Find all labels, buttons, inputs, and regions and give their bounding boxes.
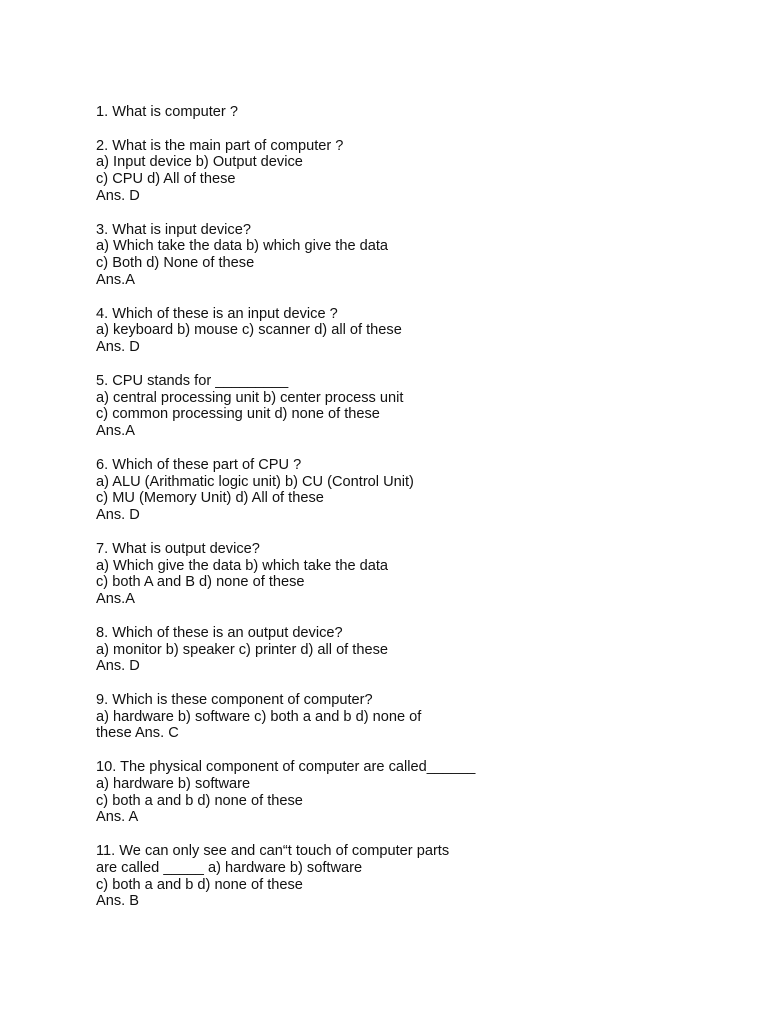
question-8-answer: Ans. D (96, 658, 140, 675)
question-6-line-3: c) MU (Memory Unit) d) All of these (96, 490, 324, 507)
question-6-line-1: 6. Which of these part of CPU ? (96, 456, 302, 473)
question-2-line-3: c) CPU d) All of these (96, 171, 236, 188)
question-11-line-3: c) both a and b d) none of these (96, 876, 303, 893)
question-10 (96, 759, 696, 826)
question-11 (96, 843, 696, 910)
question-4-answer: Ans. D (96, 339, 140, 356)
question-4-line-2: a) keyboard b) mouse c) scanner d) all of these (96, 322, 402, 339)
question-7-line-1: 7. What is output device? (96, 540, 260, 557)
question-1-line-1: 1. What is computer ? (96, 104, 238, 120)
question-11-line-2: are called _____ a) hardware b) software (96, 859, 363, 876)
question-8-line-1: 8. Which of these is an output device? (96, 624, 343, 641)
question-2-line-2: a) Input device b) Output device (96, 154, 303, 171)
question-11-answer: Ans. B (96, 893, 139, 910)
question-8 (96, 625, 696, 675)
question-1 (96, 104, 696, 121)
question-4 (96, 306, 696, 356)
question-3-line-2: a) Which take the data b) which give the data (96, 238, 389, 255)
question-10-line-2: a) hardware b) software (96, 775, 251, 792)
question-7-line-2: a) Which give the data b) which take the data (96, 557, 389, 574)
question-10-line-1: 10. The physical component of computer are called______ (96, 759, 476, 776)
question-3-line-1: 3. What is input device? (96, 221, 251, 238)
question-11-line-1: 11. We can only see and can“t touch of computer parts (96, 843, 450, 860)
question-7-answer: Ans.A (96, 591, 135, 608)
question-5-line-3: c) common processing unit d) none of these (96, 406, 380, 423)
question-2 (96, 138, 696, 205)
question-3 (96, 222, 696, 289)
question-10-line-3: c) both a and b d) none of these (96, 792, 303, 809)
question-5-line-1: 5. CPU stands for _________ (96, 372, 289, 389)
question-5-answer: Ans.A (96, 423, 135, 440)
question-7 (96, 541, 696, 608)
question-10-answer: Ans. A (96, 809, 139, 826)
question-4-line-1: 4. Which of these is an input device ? (96, 305, 338, 322)
question-9 (96, 692, 696, 742)
question-9-line-2: a) hardware b) software c) both a and b d) none of (96, 708, 422, 725)
question-8-line-2: a) monitor b) speaker c) printer d) all of these (96, 641, 388, 658)
question-5 (96, 373, 696, 440)
question-9-line-1: 9. Which is these component of computer? (96, 691, 373, 708)
question-2-answer: Ans. D (96, 187, 140, 204)
question-6 (96, 457, 696, 524)
question-9-answer: these Ans. C (96, 725, 179, 742)
question-7-line-3: c) both A and B d) none of these (96, 574, 305, 591)
question-6-answer: Ans. D (96, 507, 140, 524)
document-body (96, 104, 696, 927)
question-3-answer: Ans.A (96, 271, 135, 288)
question-2-line-1: 2. What is the main part of computer ? (96, 137, 344, 154)
question-3-line-3: c) Both d) None of these (96, 255, 255, 272)
question-6-line-2: a) ALU (Arithmatic logic unit) b) CU (Control Unit) (96, 473, 414, 490)
question-5-line-2: a) central processing unit b) center process unit (96, 389, 404, 406)
